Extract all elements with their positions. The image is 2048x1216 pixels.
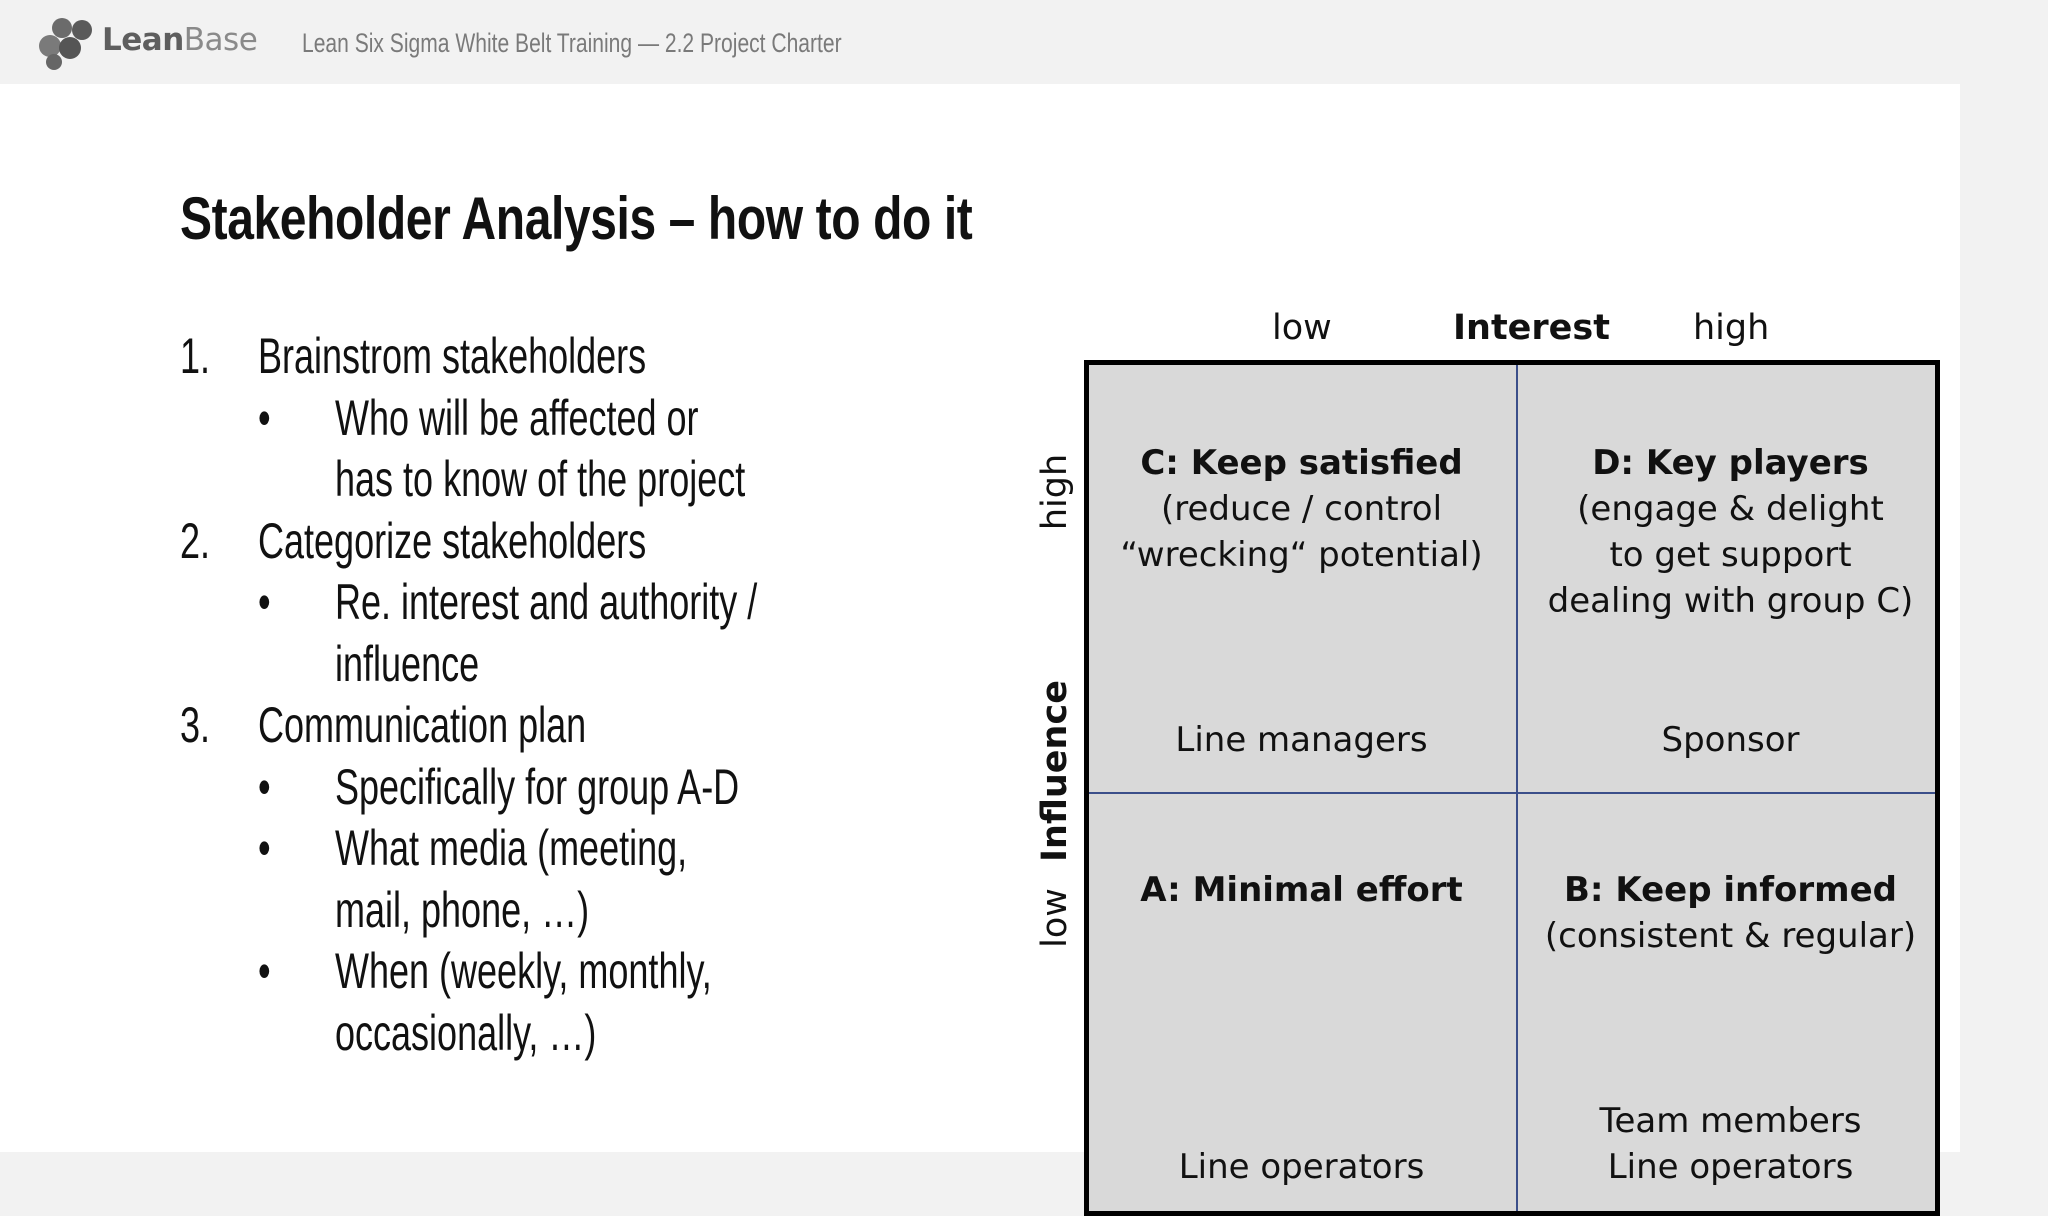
leanbase-logo-icon: [38, 16, 100, 70]
bullet-continuation: has to know of the project: [335, 451, 746, 507]
y-axis-title: Influence: [1035, 680, 1075, 862]
step-3: 3. Communication plan: [180, 697, 587, 753]
bullet-continuation: mail, phone, …): [335, 881, 590, 938]
x-axis-low-label: low: [1272, 308, 1332, 348]
quadrant-d-key-players: D: Key players (engage & delight to get support dealing with group C) Sponsor: [1518, 365, 1943, 792]
step-2: 2. Categorize stakeholders: [180, 512, 647, 569]
bullet-line: • Specifically for group A-D: [258, 758, 740, 815]
x-axis-title: Interest: [1453, 308, 1610, 348]
stakeholder-matrix: [1084, 360, 1940, 1216]
x-axis-high-label: high: [1693, 308, 1770, 348]
quadrant-b-keep-informed: B: Keep informed (consistent & regular) Team members Line operators: [1518, 794, 1943, 1211]
quadrant-stakeholder: Line operators: [1178, 1147, 1425, 1187]
step-1: 1. Brainstrom stakeholders: [180, 328, 647, 384]
bullet-line: • Who will be affected or: [258, 389, 699, 446]
quadrant-c-keep-satisfied: C: Keep satisfied (reduce / control “wrecking“ potential) Line managers: [1089, 365, 1514, 792]
quadrant-stakeholder: Line managers: [1175, 720, 1428, 760]
quadrant-stakeholder: Sponsor: [1661, 720, 1800, 760]
bullet-line: • Re. interest and authority /: [258, 574, 758, 630]
quadrant-stakeholder: Line operators: [1607, 1147, 1854, 1187]
quadrant-stakeholder: Team members: [1599, 1101, 1862, 1141]
steps-list: [180, 326, 940, 1064]
slide-title: Stakeholder Analysis – how to do it: [180, 185, 973, 252]
slide-canvas: [0, 84, 1960, 1187]
bullet-line: • What media (meeting,: [258, 820, 688, 876]
brand-name: LeanBase: [102, 22, 258, 58]
quadrant-a-minimal-effort: A: Minimal effort Line operators: [1089, 794, 1514, 1211]
bullet-line: • When (weekly, monthly,: [258, 943, 712, 999]
bullet-continuation: occasionally, …): [335, 1004, 597, 1061]
y-axis-high-label: high: [1035, 453, 1075, 531]
top-bar: [0, 0, 2048, 84]
bullet-continuation: influence: [335, 635, 480, 692]
breadcrumb: Lean Six Sigma White Belt Training — 2.2 Project Charter: [302, 28, 842, 58]
y-axis-low-label: low: [1035, 888, 1075, 948]
